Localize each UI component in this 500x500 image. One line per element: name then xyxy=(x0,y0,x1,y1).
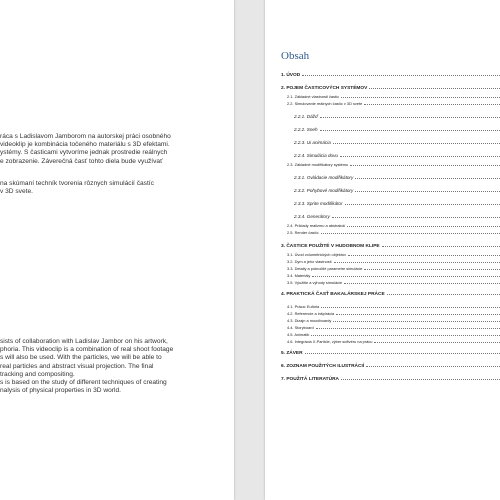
toc-leader-dots xyxy=(341,376,500,380)
toc-leader-dots xyxy=(311,332,500,336)
toc-leader-dots xyxy=(332,214,500,218)
toc-heading: Obsah xyxy=(281,50,310,62)
toc-entry-label: 2.3. Základné modifikátory systému xyxy=(287,162,349,167)
toc-entry-label: 4.4. Storyboard xyxy=(287,325,314,330)
toc-leader-dots xyxy=(374,339,500,343)
toc-entry[interactable] xyxy=(281,188,500,194)
toc-entry[interactable] xyxy=(281,114,500,120)
toc-entry[interactable] xyxy=(281,72,500,79)
toc-leader-dots xyxy=(336,311,500,315)
toc-leader-dots xyxy=(366,363,500,367)
toc-entry-label: 5. ZÁVER xyxy=(281,351,303,356)
toc-leader-dots xyxy=(348,252,500,256)
toc-entry[interactable] xyxy=(281,332,500,338)
toc-leader-dots xyxy=(347,223,500,227)
toc-entry-label: 4.5. Animatik xyxy=(287,332,310,337)
toc-leader-dots xyxy=(344,280,500,284)
toc-entry-label: 2.2.2. Sneh xyxy=(294,127,318,132)
toc-entry-label: 1. ÚVOD xyxy=(281,73,301,78)
toc-leader-dots xyxy=(340,153,500,157)
toc-entry[interactable] xyxy=(281,376,500,383)
toc-leader-dots xyxy=(369,85,500,89)
toc-leader-dots xyxy=(350,162,500,166)
toc-entry[interactable] xyxy=(281,214,500,220)
toc-leader-dots xyxy=(312,273,500,277)
toc-leader-dots xyxy=(305,350,500,354)
toc-entry[interactable] xyxy=(281,339,500,345)
toc-leader-dots xyxy=(333,318,500,322)
toc-entry-label: 4.1. Práca: Eufória xyxy=(287,304,320,309)
toc-entry-label: 2.1. Základné vlastnosti častíc xyxy=(287,94,340,99)
toc-leader-dots xyxy=(320,127,500,131)
toc-entry-label: 4.3. Dizajn a moodboardy xyxy=(287,318,332,323)
toc-entry[interactable] xyxy=(281,311,500,317)
toc-entry[interactable] xyxy=(281,175,500,181)
abstract-paragraph-sk-1: ráca s Ladislavom Jamborom na autorskej práci osobného videoklip je kombinácia točeného materiálu s 3D efektami. ystémy. S časticami vytvoríme jednak prostredie reálnych e zobrazenie. Záverečná časť tohto diela bude využívať xyxy=(0,133,171,165)
toc-entry-label: 4.6. Integrácia X-Particle, výber softvéru na prácu xyxy=(287,339,373,344)
toc-entry[interactable] xyxy=(281,350,500,357)
toc-entry-label: 7. POUŽITÁ LITERATÚRA xyxy=(281,377,340,382)
toc-entry-label: 3. ČASTICE POUŽITÉ V HUDOBNOM KLIPE xyxy=(281,244,380,249)
toc-entry[interactable] xyxy=(281,162,500,168)
toc-entry-label: 2.2. Simulovanie reálnych častíc v 3D svete xyxy=(287,101,363,106)
toc-entry-label: 2.2.3. Ui animácia xyxy=(294,140,331,145)
toc-entry-label: 3.2. Dym a jeho vlastnosti xyxy=(287,259,332,264)
toc-leader-dots xyxy=(355,188,500,192)
toc-entry[interactable] xyxy=(281,140,500,146)
toc-entry[interactable] xyxy=(281,363,500,370)
toc-leader-dots xyxy=(302,72,500,76)
toc-entry[interactable] xyxy=(281,259,500,265)
toc-entry-label: 2.2.1. Dážď xyxy=(294,114,318,119)
toc-leader-dots xyxy=(382,243,500,247)
toc-entry[interactable] xyxy=(281,127,500,133)
toc-leader-dots xyxy=(333,140,500,144)
toc-entry-label: 3.1. Úvod volumetrických objektov xyxy=(287,252,347,257)
toc-entry[interactable] xyxy=(281,318,500,324)
abstract-paragraph-en: sists of collaboration with Ladislav Jambor on his artwork, phoria. This videoclip is a combination of real shoot footage s will also be used. With the particles, we will be able to real particles and abstract visual projection. The final tracking and compositing. s is based on the study of different techniques of creating nalysis of physical properties in 3D world. xyxy=(0,338,174,395)
toc-entry[interactable] xyxy=(281,94,500,100)
toc-leader-dots xyxy=(345,201,500,205)
toc-entry[interactable] xyxy=(281,273,500,279)
toc-entry-label: 2.2.4. Simulácia dovu xyxy=(294,153,338,158)
document-page-right xyxy=(265,0,500,500)
toc-leader-dots xyxy=(316,325,500,329)
document-page-left xyxy=(0,0,234,500)
toc-entry-label: 2.3.2. Pohybové modifikátory xyxy=(294,188,354,193)
toc-leader-dots xyxy=(355,175,500,179)
toc-entry-label: 4.2. Referencie a inšpirácia xyxy=(287,311,335,316)
toc-entry[interactable] xyxy=(281,325,500,331)
toc-entry-label: 2.4. Príklady realizmu a abstrakcií xyxy=(287,223,346,228)
toc-entry-label: 2. POJEM ČASTICOVÝCH SYSTÉMOV xyxy=(281,86,368,91)
toc-entry[interactable] xyxy=(281,223,500,229)
toc-entry-label: 3.4. Materiály xyxy=(287,273,311,278)
toc-entry-label: 2.3.3. Sprite modifikátor xyxy=(294,201,343,206)
toc-leader-dots xyxy=(387,291,500,295)
toc-leader-dots xyxy=(364,101,500,105)
toc-entry[interactable] xyxy=(281,153,500,159)
toc-leader-dots xyxy=(321,230,500,234)
toc-entry-label: 2.5. Render častíc xyxy=(287,230,319,235)
toc-entry[interactable] xyxy=(281,291,500,298)
toc-entry[interactable] xyxy=(281,280,500,286)
toc-entry-label: 3.5. Výužitie a výhody simulácie xyxy=(287,280,343,285)
toc-leader-dots xyxy=(364,266,500,270)
toc-leader-dots xyxy=(334,259,500,263)
toc-entry[interactable] xyxy=(281,252,500,258)
toc-entry-label: 3.3. Detaily a pokročilé parametre simulácie xyxy=(287,266,363,271)
toc-entry-label: 4. PRAKTICKÁ ČASŤ BAKALÁRSKEJ PRÁCE xyxy=(281,292,385,297)
toc-leader-dots xyxy=(321,304,500,308)
toc-leader-dots xyxy=(320,114,500,118)
toc-entry-label: 2.3.1. Ovládacie modifikátory xyxy=(294,175,354,180)
toc-entry-label: 2.3.4. Generátory xyxy=(294,214,330,219)
toc-entry[interactable] xyxy=(281,101,500,107)
toc-entry-label: 6. ZOZNAM POUŽITÝCH ILUSTRÁCIÍ xyxy=(281,364,365,369)
toc-entry[interactable] xyxy=(281,304,500,310)
toc-entry[interactable] xyxy=(281,201,500,207)
toc-entry[interactable] xyxy=(281,85,500,92)
toc-entry[interactable] xyxy=(281,266,500,272)
abstract-paragraph-sk-2: na skúmaní techník tvorenia rôznych simulácií častíc v 3D svete. xyxy=(0,180,154,196)
toc-leader-dots xyxy=(341,94,500,98)
toc-entry[interactable] xyxy=(281,243,500,250)
toc-entry[interactable] xyxy=(281,230,500,236)
